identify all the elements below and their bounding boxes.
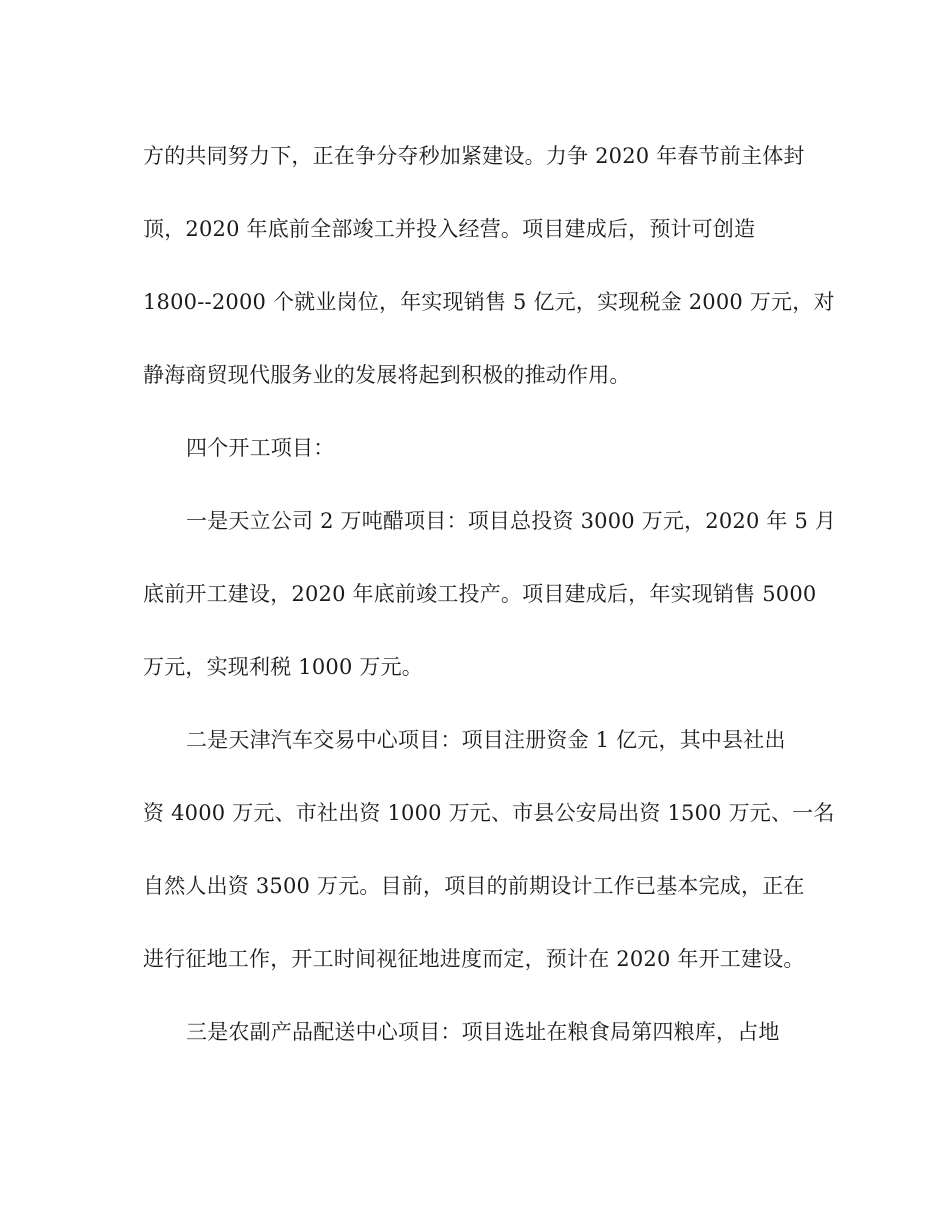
section-heading: 四个开工项目：	[186, 436, 335, 460]
text-line: 静海商贸现代服务业的发展将起到积极的推动作用。	[143, 363, 631, 387]
text-line: 资 4000 万元、市社出资 1000 万元、市县公安局出资 1500 万元、一名	[143, 801, 835, 825]
text-line: 二是天津汽车交易中心项目：项目注册资金 1 亿元，其中县社出	[186, 728, 786, 752]
text-line: 自然人出资 3500 万元。目前，项目的前期设计工作已基本完成，正在	[143, 874, 805, 898]
text-line: 进行征地工作，开工时间视征地进度而定，预计在 2020 年开工建设。	[143, 947, 805, 971]
text-line: 一是天立公司 2 万吨醋项目：项目总投资 3000 万元，2020 年 5 月	[186, 509, 837, 533]
text-line: 万元，实现利税 1000 万元。	[143, 655, 423, 679]
text-line: 顶，2020 年底前全部竣工并投入经营。项目建成后，预计可创造	[143, 217, 756, 241]
text-line: 底前开工建设，2020 年底前竣工投产。项目建成后，年实现销售 5000	[143, 582, 817, 606]
text-line: 1800--2000 个就业岗位，年实现销售 5 亿元，实现税金 2000 万元，对	[143, 290, 835, 314]
text-line: 三是农副产品配送中心项目：项目选址在粮食局第四粮库，占地	[186, 1020, 780, 1044]
text-line: 方的共同努力下，正在争分夺秒加紧建设。力争 2020 年春节前主体封	[143, 144, 805, 168]
